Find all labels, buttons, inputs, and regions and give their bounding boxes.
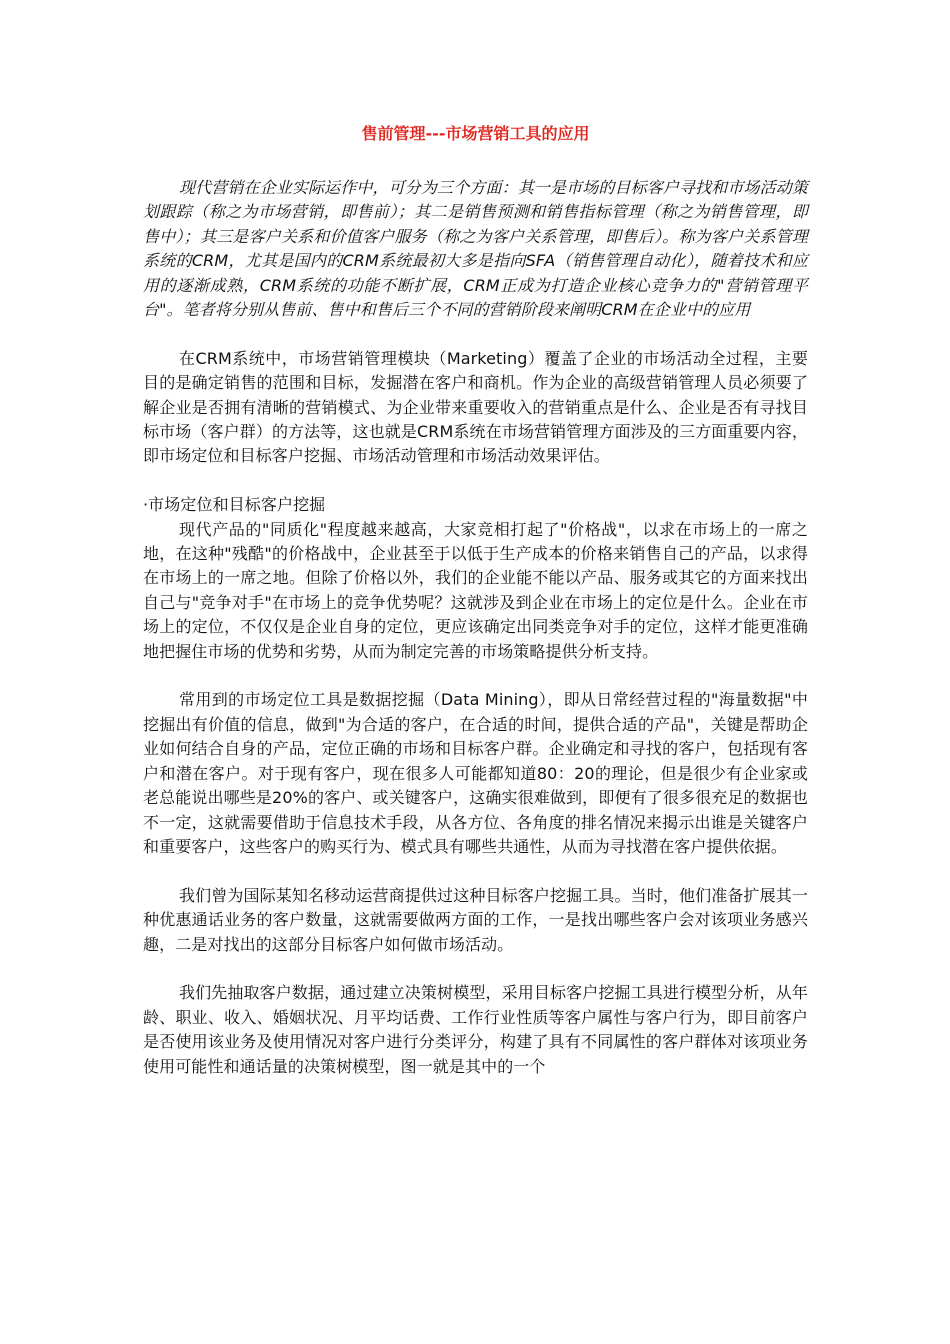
document-title: 售前管理---市场营销工具的应用 [361,124,590,143]
crm-marketing-paragraph: 在CRM系统中，市场营销管理模块（Marketing）覆盖了企业的市场活动全过程，主要目的是确定销售的范围和目标，发掘潜在客户和商机。作为企业的高级营销管理人员必须要了解企业是否拥有清晰的营销模式、为企业带来重要收入的营销重点是什么、企业是否有寻找目标市场（客户群）的方法等，这也就是CRM系统在市场营销管理方面涉及的三方面重要内容，即市场定位和目标客户挖掘、市场活动管理和市场活动效果评估。 [143,348,808,466]
mobile-operator-paragraph: 我们曾为国际某知名移动运营商提供过这种目标客户挖掘工具。当时，他们准备扩展其一种优惠通话业务的客户数量，这就需要做两方面的工作，一是找出哪些客户会对该项业务感兴趣，二是对找出的这部分目标客户如何做市场活动。 [143,885,808,954]
intro-paragraph: 现代营销在企业实际运作中，可分为三个方面：其一是市场的目标客户寻找和市场活动策划跟踪（称之为市场营销，即售前）；其二是销售预测和销售指标管理（称之为销售管理，即售中）；其三是客户关系和价值客户服务（称之为客户关系管理，即售后）。称为客户关系管理系统的CRM，尤其是国内的CRM系统最初大多是指向SFA（销售管理自动化），随着技术和应用的逐渐成熟，CRM系统的功能不断扩展，CRM正成为打造企业核心竞争力的"营销管理平台"。笔者将分别从售前、售中和售后三个不同的营销阶段来阐明CRM在企业中的应用 [143,178,808,320]
positioning-paragraph: 现代产品的"同质化"程度越来越高，大家竞相打起了"价格战"，以求在市场上的一席之地，在这种"残酷"的价格战中，企业甚至于以低于生产成本的价格来销售自己的产品，以求得在市场上的一席之地。但除了价格以外，我们的企业能不能以产品、服务或其它的方面来找出自己与"竞争对手"在市场上的竞争优势呢？这就涉及到企业在市场上的定位是什么。企业在市场上的定位，不仅仅是企业自身的定位，更应该确定出同类竞争对手的定位，这样才能更准确地把握住市场的优势和劣势，从而为制定完善的市场策略提供分析支持。 [143,519,808,661]
decision-tree-paragraph: 我们先抽取客户数据，通过建立决策树模型，采用目标客户挖掘工具进行模型分析，从年龄、职业、收入、婚姻状况、月平均话费、工作行业性质等客户属性与客户行为，即目前客户是否使用该业务及使用情况对客户进行分类评分，构建了具有不同属性的客户群体对该项业务使用可能性和通话量的决策树模型，图一就是其中的一个 [143,983,808,1076]
document-page [143,122,808,1079]
section-heading: ·市场定位和目标客户挖掘 [143,495,326,515]
data-mining-paragraph: 常用到的市场定位工具是数据挖掘（Data Mining），即从日常经营过程的"海量数据"中挖掘出有价值的信息，做到"为合适的客户，在合适的时间，提供合适的产品"，关键是帮助企业如何结合自身的产品，定位正确的市场和目标客户群。企业确定和寻找的客户，包括现有客户和潜在客户。对于现有客户，现在很多人可能都知道80：20的理论，但是很少有企业家或老总能说出哪些是20%的客户、或关键客户，这确实很难做到，即便有了很多很充足的数据也不一定，这就需要借助于信息技术手段，从各方位、各角度的排名情况来揭示出谁是关键客户和重要客户，这些客户的购买行为、模式具有哪些共通性，从而为寻找潜在客户提供依据。 [143,690,808,856]
